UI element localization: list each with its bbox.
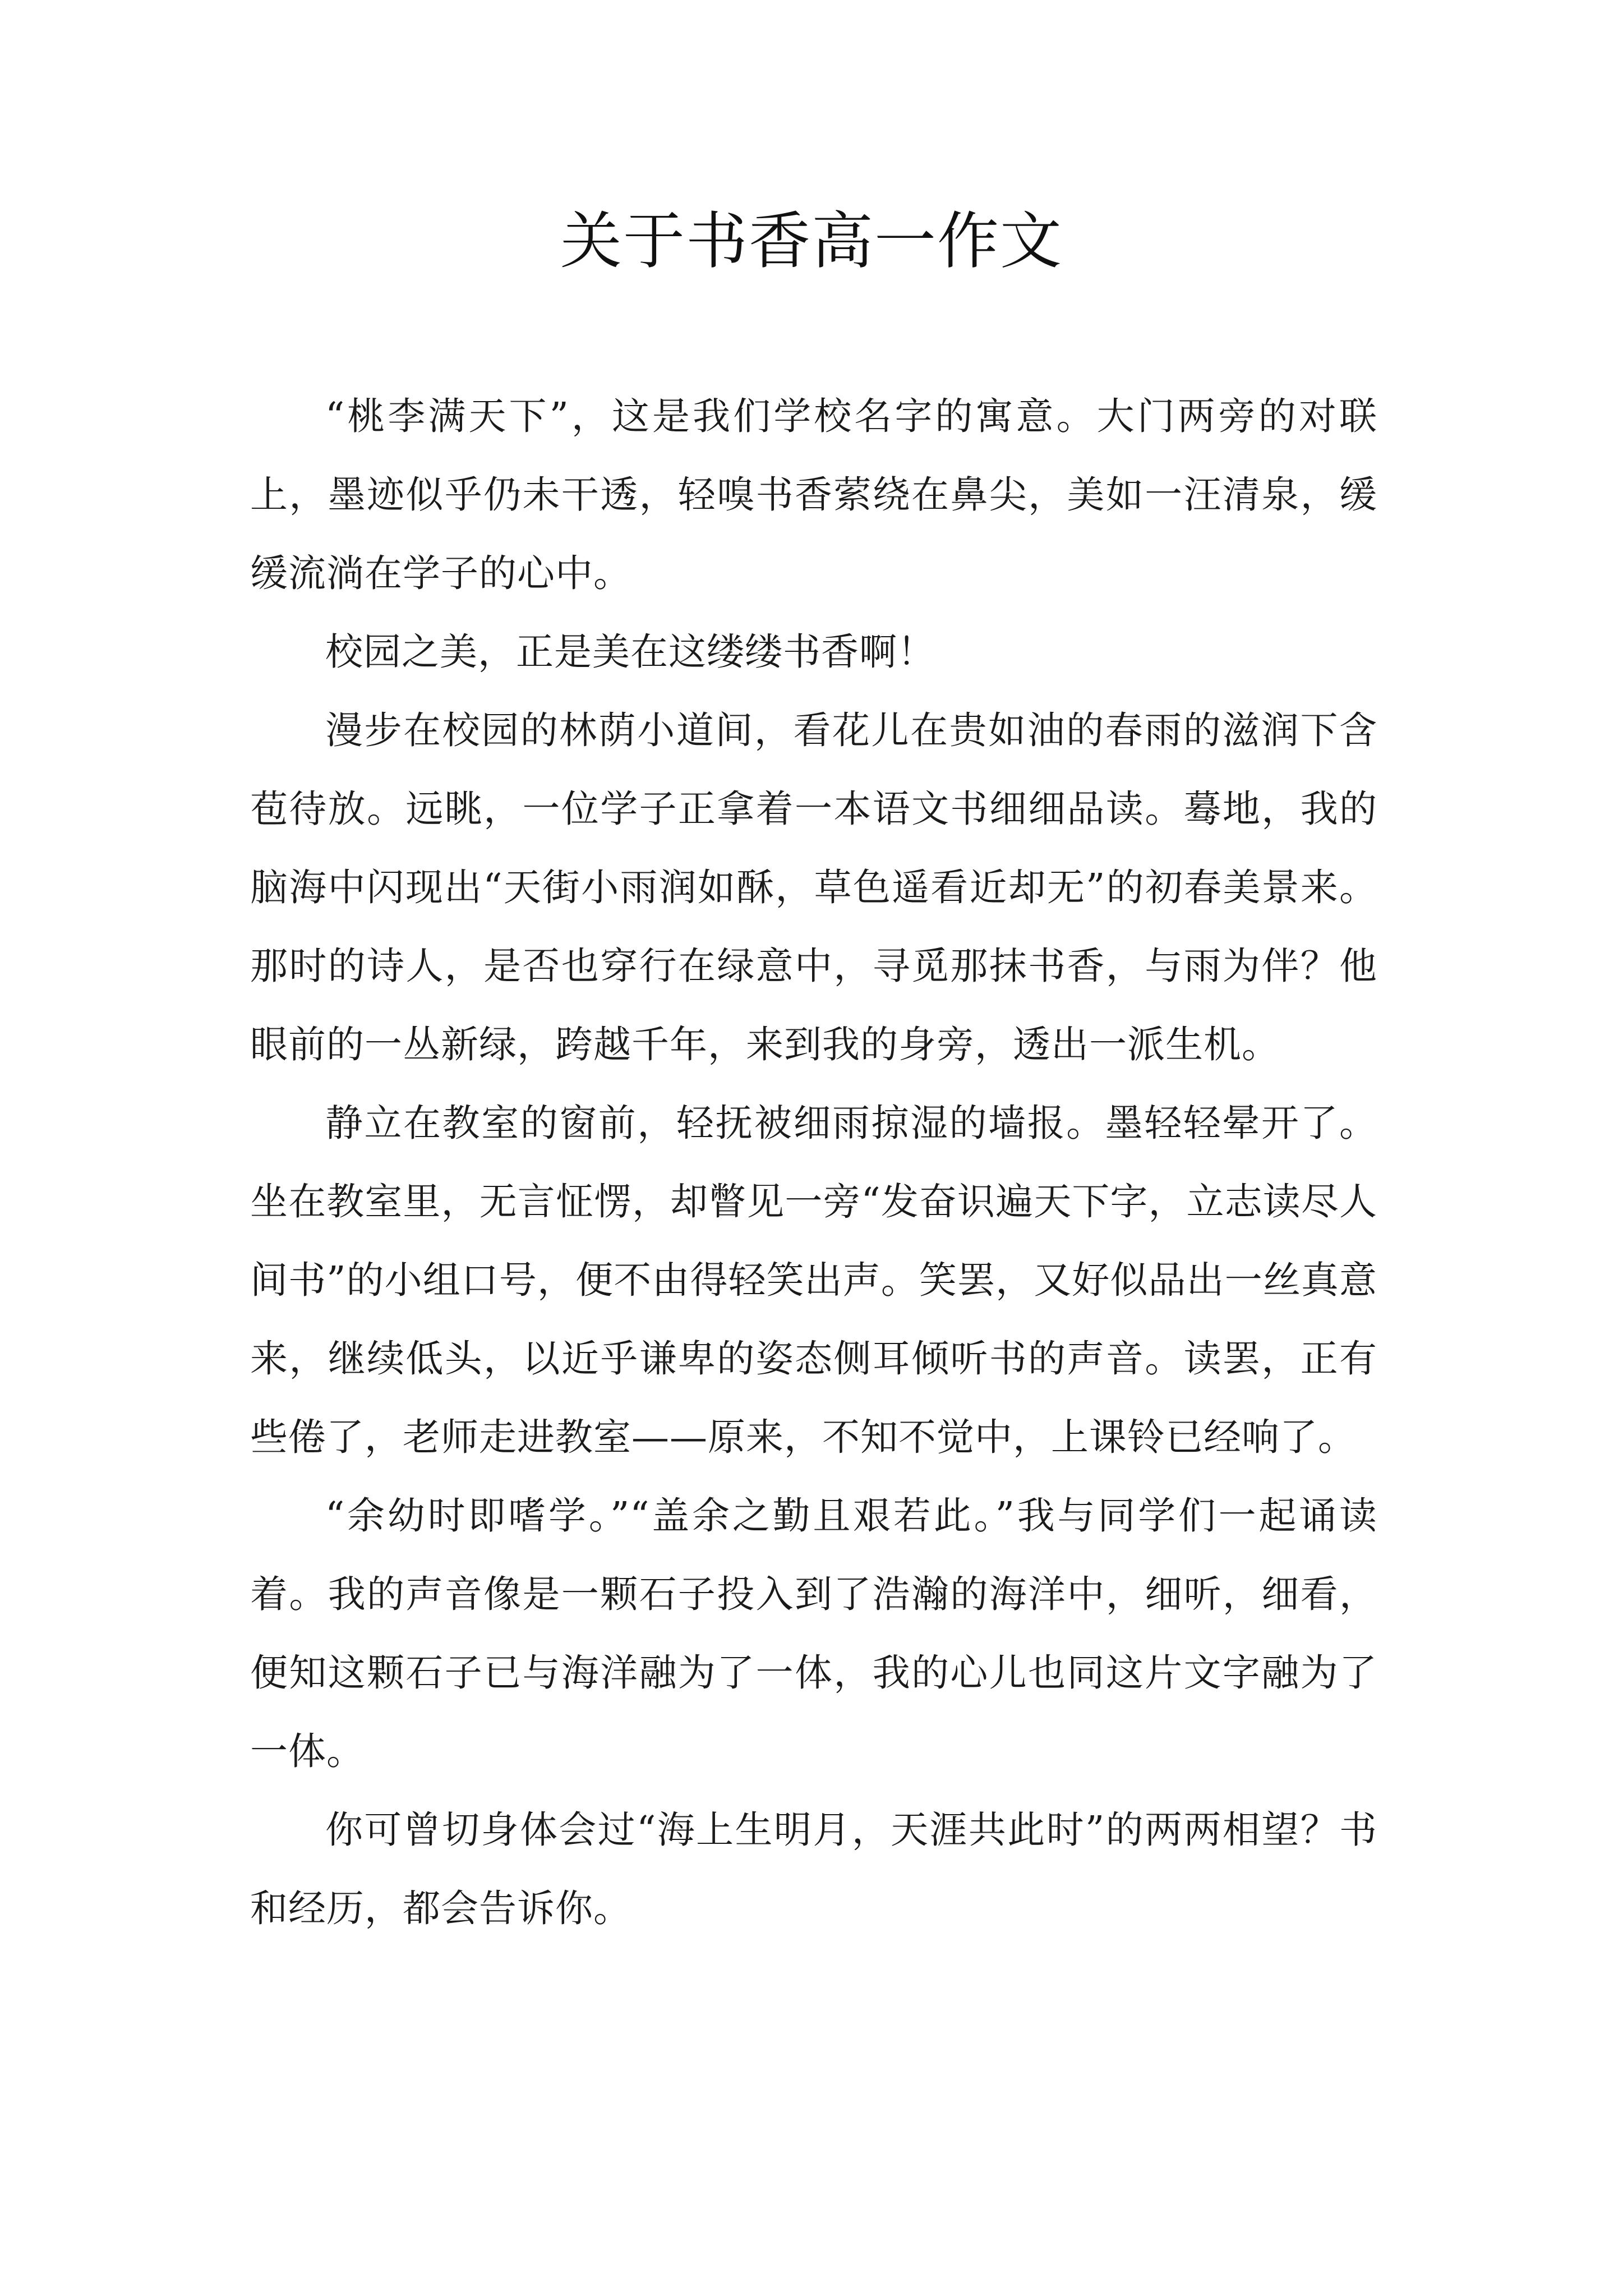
paragraph: “余幼时即嗜学。”“盖余之勤且艰若此。”我与同学们一起诵读着。我的声音像是一颗石子投入到了浩瀚的海洋中，细听，细看，便知这颗石子已与海洋融为了一体，我的心儿也同这片文字融为了一体。 — [250, 1494, 1377, 1773]
paragraph: “桃李满天下”，这是我们学校名字的寓意。大门两旁的对联上，墨迹似乎仍未干透，轻嗅书香萦绕在鼻尖，美如一汪清泉，缓缓流淌在学子的心中。 — [250, 394, 1377, 595]
paragraph: 漫步在校园的林荫小道间，看花儿在贵如油的春雨的滋润下含苞待放。远眺，一位学子正拿着一本语文书细细品读。蓦地，我的脑海中闪现出“天街小雨润如酥，草色遥看近却无”的初春美景来。那时的诗人，是否也穿行在绿意中，寻觅那抹书香，与雨为伴？他眼前的一丛新绿，跨越千年，来到我的身旁，透出一派生机。 — [250, 708, 1377, 1066]
document-title: 关于书香高一作文 — [560, 205, 1063, 277]
document-body — [250, 377, 1377, 1948]
paragraph: 校园之美，正是美在这缕缕书香啊！ — [325, 630, 935, 674]
paragraph: 你可曾切身体会过“海上生明月，天涯共此时”的两两相望？书和经历，都会告诉你。 — [250, 1808, 1377, 1930]
paragraph: 静立在教室的窗前，轻抚被细雨掠湿的墙报。墨轻轻晕开了。坐在教室里，无言怔愣，却瞥见一旁“发奋识遍天下字，立志读尽人间书”的小组口号，便不由得轻笑出声。笑罢，又好似品出一丝真意来，继续低头，以近乎谦卑的姿态侧耳倾听书的声音。读罢，正有些倦了，老师走进教室——原来，不知不觉中，上课铃已经响了。 — [250, 1101, 1377, 1459]
